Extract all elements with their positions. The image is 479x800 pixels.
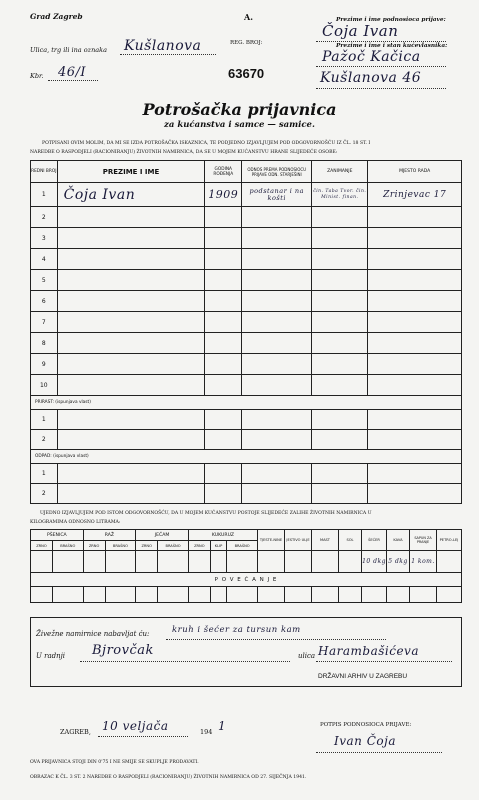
applicant-label: Prezime i ime podnosioca prijave:	[336, 17, 446, 23]
table-row: 6	[31, 291, 462, 312]
year-prefix: 194	[200, 728, 213, 736]
archive-stamp: DRŽAVNI ARHIV U ZAGREBU	[318, 673, 408, 680]
purchase-value: kruh i šećer za tursun kam	[172, 625, 301, 635]
col-petrolej: PETRO-LEJ	[437, 530, 462, 551]
col-sol: SOL	[339, 530, 362, 551]
table-row: 2	[31, 484, 462, 504]
reg-label: REG. BROJ:	[230, 40, 263, 46]
col-relation: ODNOS PREMA PODNOSIOCU PRIJAVE ODN. STARJEŠINI	[242, 161, 312, 183]
registration-number: 63670	[228, 66, 265, 81]
date-value: 10 veljača	[102, 719, 169, 733]
table-row: 9	[31, 354, 462, 375]
purchase-label: Živežne namirnice nabavljat ću:	[36, 630, 150, 638]
stock-table: PŠENICA RAŽ JEČAM KUKURUZ TJESTE-NINE JESTIVO ULJE MAST SOL ŠEĆER KAVA SAPUN ZA PRANJE PETRO-LEJ ZRNO BRAŠNO ZRNO BRAŠNO ZRNO BRAŠNO ZRNO KLIP BRAŠNO 10 dkg 5 dkg 1 kom. P O V E Ć A N J E	[30, 529, 462, 603]
intro-line-2: NAREDBE O RASPODJELI (RACIONIRANJU) ŽIVOTNIH NAMIRNICA, DA SE U MOJEM KUĆANSTVU HRANE SLIJEDEĆE OSOBE:	[30, 150, 338, 155]
applicant-value: Čoja Ivan	[322, 22, 399, 40]
form-letter: A.	[244, 12, 253, 22]
secer-value: 10 dkg	[362, 551, 387, 573]
owner-address: Kušlanova 46	[320, 70, 422, 86]
table-row: 5	[31, 270, 462, 291]
table-row: 2	[31, 207, 462, 228]
arrived-header-row	[31, 396, 462, 410]
arrived-label: PRIRAST: (ispunjava vlast)	[31, 396, 462, 410]
table-row: 10	[31, 375, 462, 396]
shop-label: U radnji	[36, 652, 66, 660]
owner-name: Pažoč Kačica	[322, 49, 421, 65]
form-title: Potrošačka prijavnica	[142, 100, 337, 119]
intro-line-1: POTPISANI OVIM MOLIM, DA MI SE IZDA POTROŠAČKA ISKAZNICA, TE PODJEDNO IZJAVLJUJEM POD ODGOVORNOŠĆU IZ ČL. 18 ST. I	[42, 141, 371, 146]
table-row: 1	[31, 410, 462, 430]
street-label: Ulica, trg ili ina oznaka	[30, 46, 107, 54]
owner-label: Prezime i ime i stan kućevlasnika:	[336, 43, 448, 49]
table-row: 1	[31, 464, 462, 484]
stock-line-1: UJEDNO IZJAVLJUJEM POD ISTOM ODGOVORNOŠĆU, DA U MOJEM KUĆANSTVU POSTOJE SLIJEDEĆE ZALIHE ŽIVOTNIH NAMIRNICA U	[40, 511, 372, 516]
table-row: 1 Čoja Ivan 1909 podstanar i na košti čin. Taba Tvor. čin. Minist. finan. Zrinjevac 17	[31, 183, 462, 207]
group-jecam: JEČAM	[136, 530, 189, 541]
footer-note-2: OBRAZAC K ČL. 3 ST. 2 NAREDBE O RASPODJELI (RACIONIRANJU) ŽIVOTNIH NAMIRNICA OD 27. SIJEČNJA 1941.	[30, 775, 307, 780]
form-subtitle: za kućanstva i samce — samice.	[164, 120, 315, 130]
row1-workplace: Zrinjevac 17	[368, 183, 462, 207]
col-no: REDNI BROJ	[31, 161, 58, 183]
group-kukuruz: KUKURUZ	[188, 530, 257, 541]
year-suffix: 1	[218, 719, 227, 733]
col-workplace: MJESTO RADA	[368, 161, 462, 183]
increase-label: P O V E Ć A N J E	[31, 573, 462, 587]
col-mast: MAST	[312, 530, 339, 551]
kava-value: 5 dkg	[387, 551, 410, 573]
group-psenica: PŠENICA	[31, 530, 84, 541]
row1-occupation: čin. Taba Tvor. čin. Minist. finan.	[312, 183, 368, 207]
col-year: GODINA ROĐENJA	[205, 161, 242, 183]
stock-line-2: KILOGRAMIMA ODNOSNO LITRAMA:	[30, 520, 121, 525]
table-row: 2	[31, 430, 462, 450]
row1-year: 1909	[205, 183, 242, 207]
footer-note-1: OVA PRIJAVNICA STOJI DIN 0'75 I NE SMIJE SE SKUPLJE PRODAVATI.	[30, 760, 199, 765]
table-row: 3	[31, 228, 462, 249]
kbr-label: Kbr.	[30, 72, 44, 80]
row1-name: Čoja Ivan	[57, 183, 205, 207]
table-row: 7	[31, 312, 462, 333]
stock-values-row	[31, 551, 462, 573]
signature-label: POTPIS PODNOSIOCA PRIJAVE:	[320, 722, 412, 728]
shop-value: Bjrovčak	[92, 643, 154, 658]
col-occupation: ZANIMANJE	[312, 161, 368, 183]
departed-header-row	[31, 450, 462, 464]
col-ulje: JESTIVO ULJE	[285, 530, 312, 551]
purchase-street-value: Harambašićeva	[318, 644, 419, 658]
purchase-street-label: ulica	[298, 652, 316, 660]
col-secer: ŠEĆER	[362, 530, 387, 551]
city-label: Grad Zagreb	[30, 12, 83, 21]
kbr-value: 46/I	[58, 65, 87, 80]
sapun-value: 1 kom.	[410, 551, 437, 573]
departed-label: ODPAD: (ispunjava vlast)	[31, 450, 462, 464]
col-kava: KAVA	[387, 530, 410, 551]
table-row: 4	[31, 249, 462, 270]
col-sapun: SAPUN ZA PRANJE	[410, 530, 437, 551]
col-tjestenine: TJESTE-NINE	[258, 530, 285, 551]
signature: Ivan Čoja	[334, 734, 396, 748]
group-raz: RAŽ	[83, 530, 136, 541]
street-value: Kušlanova	[124, 38, 202, 54]
table-row: 8	[31, 333, 462, 354]
persons-table	[30, 160, 462, 504]
row1-relation: podstanar i na košti	[242, 183, 312, 207]
increase-row	[31, 587, 462, 603]
col-name: PREZIME I IME	[57, 161, 205, 183]
place-label: ZAGREB,	[60, 728, 91, 736]
